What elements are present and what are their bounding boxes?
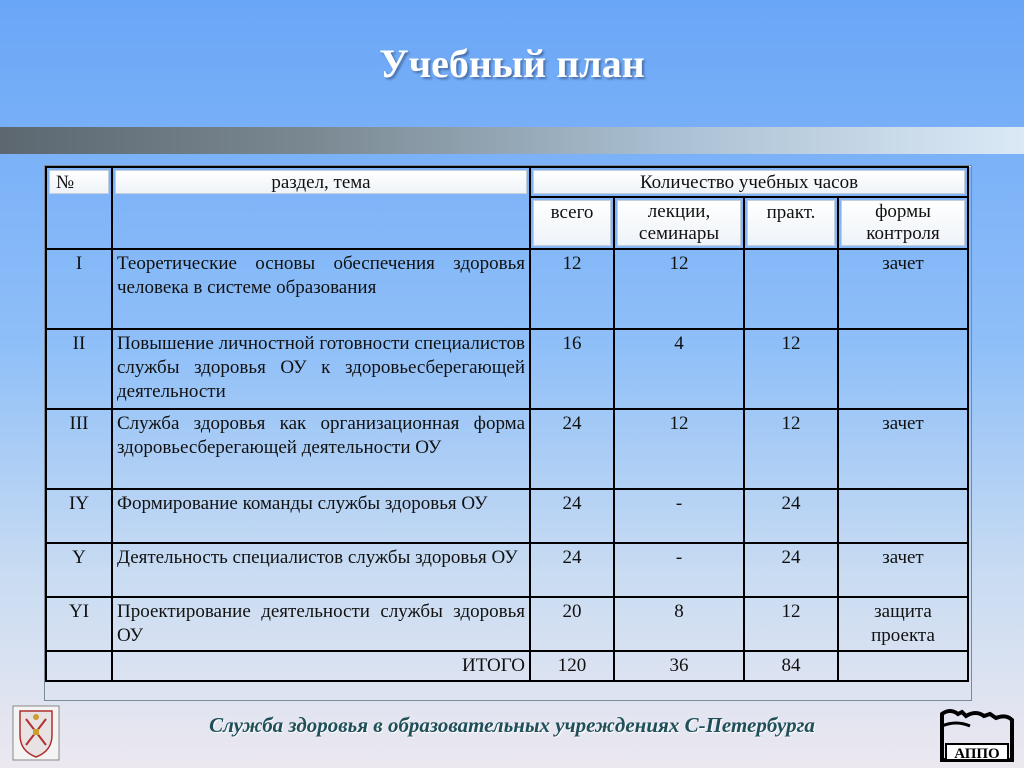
row-num: Y [46,543,112,597]
totals-label: ИТОГО [112,651,530,681]
header-num: № [46,167,112,249]
row-lectures: - [614,489,744,543]
row-practice [744,249,838,329]
row-num: II [46,329,112,409]
row-control: зачет [838,409,968,489]
curriculum-table [45,166,969,682]
slide-title: Учебный план [379,41,645,86]
row-total: 24 [530,543,614,597]
table-row [46,543,968,597]
header-total: всего [530,197,614,249]
totals-row [46,651,968,681]
table-row [46,409,968,489]
header-topic-spacer [112,197,530,249]
row-total: 20 [530,597,614,651]
curriculum-table-frame [44,165,972,701]
header-practice: практ. [744,197,838,249]
row-num: III [46,409,112,489]
totals-control [838,651,968,681]
header-hours: Количество учебных часов [530,167,968,197]
row-lectures: 8 [614,597,744,651]
table-row [46,249,968,329]
appo-logo-icon [936,704,1016,764]
row-practice: 24 [744,489,838,543]
totals-total: 120 [530,651,614,681]
row-control: зачет [838,543,968,597]
footer-caption: Служба здоровья в образовательных учреждениях С-Петербурга [209,713,815,737]
totals-num [46,651,112,681]
row-topic: Деятельность специалистов службы здоровья ОУ [112,543,530,597]
row-num: YI [46,597,112,651]
table-row [46,489,968,543]
row-total: 16 [530,329,614,409]
row-control: защита проекта [838,597,968,651]
row-total: 24 [530,489,614,543]
header-control: формы контроля [838,197,968,249]
row-lectures: - [614,543,744,597]
row-control [838,329,968,409]
table-row [46,329,968,409]
row-practice: 12 [744,329,838,409]
totals-practice: 84 [744,651,838,681]
row-practice: 12 [744,409,838,489]
decorative-band [0,127,1024,154]
row-topic: Служба здоровья как организационная форма здоровьесберегающей деятельности ОУ [112,409,530,489]
row-topic: Формирование команды службы здоровья ОУ [112,489,530,543]
row-total: 12 [530,249,614,329]
header-topic: раздел, тема [112,167,530,197]
row-lectures: 12 [614,409,744,489]
row-topic: Повышение личностной готовности специалистов службы здоровья ОУ к здоровьесберегающей деятельности [112,329,530,409]
row-total: 24 [530,409,614,489]
table-row [46,597,968,651]
row-topic: Теоретические основы обеспечения здоровья человека в системе образования [112,249,530,329]
row-practice: 24 [744,543,838,597]
row-practice: 12 [744,597,838,651]
row-num: I [46,249,112,329]
row-control [838,489,968,543]
logo-text: АППО [954,746,1000,762]
row-control: зачет [838,249,968,329]
row-num: IY [46,489,112,543]
totals-lectures: 36 [614,651,744,681]
header-lectures: лекции, семинары [614,197,744,249]
row-topic: Проектирование деятельности службы здоровья ОУ [112,597,530,651]
row-lectures: 4 [614,329,744,409]
row-lectures: 12 [614,249,744,329]
